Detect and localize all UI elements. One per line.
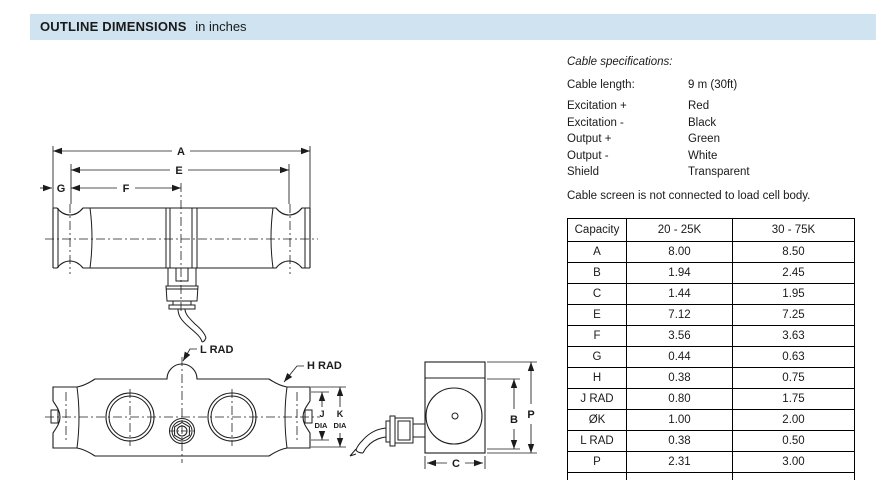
table-cell [733,473,855,481]
table-cell [627,473,733,481]
table-cell: C [568,284,627,305]
table-row [568,452,855,473]
section-title: OUTLINE DIMENSIONS [40,19,187,34]
table-header-row [568,219,855,242]
cable-specs-heading: Cable specifications: [567,56,673,68]
cable-spec-value: Black [688,116,717,129]
table-cell: 0.50 [733,431,855,452]
table-cell: 3.63 [733,326,855,347]
cable-specifications [567,55,877,203]
cable-screen-note: Cable screen is not connected to load cell body. [567,189,811,202]
dimensions-table [567,218,855,480]
table-cell: 2.00 [733,410,855,431]
table-row [568,410,855,431]
table-cell: 0.63 [733,347,855,368]
table-cell: 1.00 [627,410,733,431]
cable-spec-value: White [688,149,718,162]
table-cell: 0.38 [627,431,733,452]
table-cell [568,473,627,481]
table-cell: 8.50 [733,242,855,263]
table-cell: 0.44 [627,347,733,368]
dim-label-a: A [177,146,185,158]
cable-spec-row [567,131,877,148]
table-cell: 1.44 [627,284,733,305]
cable-spec-row [567,78,877,92]
section-title-units: in inches [195,19,247,34]
table-cell: J RAD [568,389,627,410]
table-cell: 2.45 [733,263,855,284]
cable-spec-label: Excitation + [567,100,627,112]
cable-spec-label: Excitation - [567,116,624,129]
table-cell: E [568,305,627,326]
table-cell: B [568,263,627,284]
table-cell: F [568,326,627,347]
header-cell: Capacity [568,219,627,242]
table-cell: 8.00 [627,242,733,263]
dim-label-j-dia: DIA [314,421,328,430]
table-row [568,347,855,368]
table-cell: A [568,242,627,263]
dim-label-h-rad: H RAD [307,360,342,372]
table-cell: 7.12 [627,305,733,326]
cable-spec-row [567,148,877,165]
cable-spec-label: Shield [567,166,599,178]
table-row [568,389,855,410]
table-cell: 1.75 [733,389,855,410]
dim-label-k: K [336,409,344,419]
front-view [45,344,347,463]
table-cell: 0.80 [627,389,733,410]
table-row-cutoff [568,473,855,481]
table-cell: L RAD [568,431,627,452]
cable-spec-row [567,115,877,132]
table-cell: H [568,368,627,389]
table-cell: ØK [568,410,627,431]
header-cell: 20 - 25K [627,219,733,242]
dim-label-c: C [452,458,460,470]
table-cell: 2.31 [627,452,733,473]
dim-label-e: E [175,165,183,177]
cable-spec-row [567,164,877,181]
cable-spec-value: Green [688,133,720,145]
cable-spec-value: Red [688,100,710,112]
dim-label-k-dia: DIA [333,421,347,430]
table-row [568,368,855,389]
dim-label-p: P [527,409,535,421]
table-cell: 0.38 [627,368,733,389]
dim-label-f: F [122,183,130,195]
header-cell: 30 - 75K [733,219,855,242]
cable-spec-value: 9 m (30ft) [688,79,738,91]
table-cell: P [568,452,627,473]
cable-spec-label: Cable length: [567,79,635,91]
table-row [568,326,855,347]
table-cell: 0.75 [733,368,855,389]
cable-spec-label: Output + [567,133,612,145]
table-cell: 1.94 [627,263,733,284]
table-row [568,431,855,452]
table-cell: 1.95 [733,284,855,305]
section-header [30,14,876,40]
table-cell: 3.56 [627,326,733,347]
dim-label-b: B [510,414,518,426]
top-view [40,146,318,342]
table-row [568,242,855,263]
cable-spec-row [567,98,877,115]
dim-label-j: J [319,409,325,419]
table-row [568,284,855,305]
table-cell: 7.25 [733,305,855,326]
table-cell: 3.00 [733,452,855,473]
dim-label-l-rad: L RAD [200,344,234,356]
table-row [568,263,855,284]
table-cell: G [568,347,627,368]
cable-spec-label: Output - [567,149,609,162]
side-view [350,362,537,470]
dim-label-g: G [56,183,66,195]
cable-spec-value: Transparent [688,166,750,178]
table-row [568,305,855,326]
